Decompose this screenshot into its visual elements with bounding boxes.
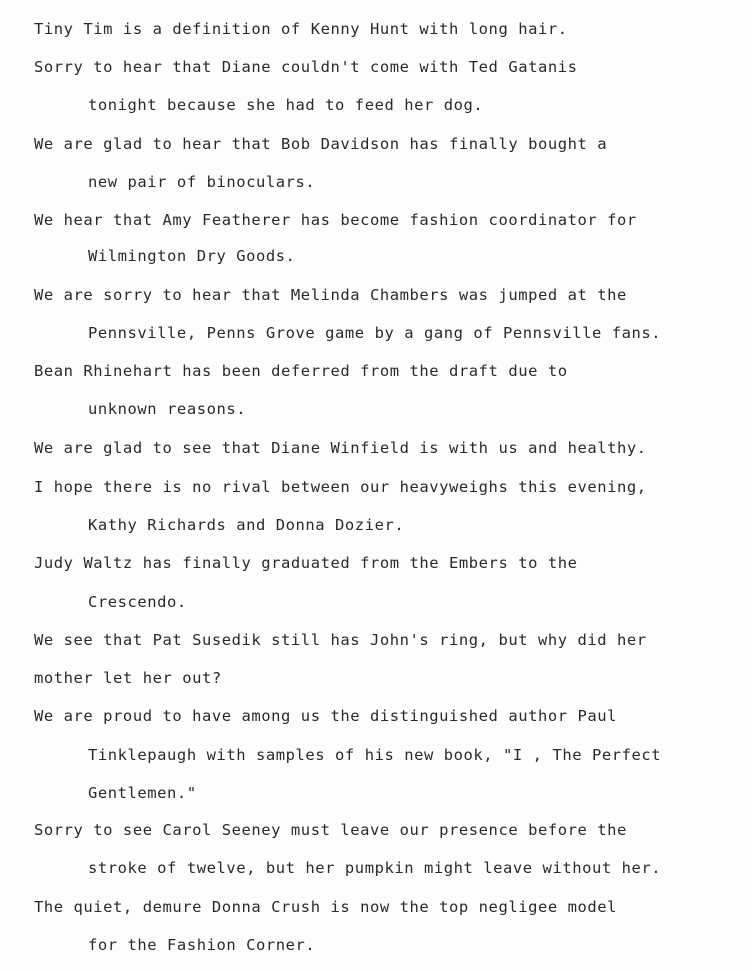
- text-line-22: Sorry to see Carol Seeney must leave our presence before the: [34, 821, 627, 839]
- text-line-5: new pair of binoculars.: [88, 173, 316, 191]
- text-line-13: I hope there is no rival between our heavyweighs this evening,: [34, 478, 647, 496]
- text-line-2: Sorry to hear that Diane couldn't come with Ted Gatanis: [34, 58, 578, 76]
- text-line-23: stroke of twelve, but her pumpkin might leave without her.: [88, 859, 662, 877]
- text-line-6: We hear that Amy Featherer has become fashion coordinator for: [34, 211, 637, 229]
- text-line-12: We are glad to see that Diane Winfield is with us and healthy.: [34, 439, 647, 457]
- text-line-18: mother let her out?: [34, 669, 222, 687]
- text-line-9: Pennsville, Penns Grove game by a gang of Pennsville fans.: [88, 324, 662, 342]
- text-line-15: Judy Waltz has finally graduated from the Embers to the: [34, 554, 578, 572]
- text-line-16: Crescendo.: [88, 593, 187, 611]
- text-line-20: Tinklepaugh with samples of his new book, "I , The Perfect: [88, 746, 662, 764]
- text-line-19: We are proud to have among us the distinguished author Paul: [34, 707, 618, 725]
- text-line-11: unknown reasons.: [88, 400, 247, 418]
- text-line-10: Bean Rhinehart has been deferred from the draft due to: [34, 362, 568, 380]
- text-line-3: tonight because she had to feed her dog.: [88, 96, 484, 114]
- text-line-1: Tiny Tim is a definition of Kenny Hunt with long hair.: [34, 20, 568, 38]
- text-line-7: Wilmington Dry Goods.: [88, 247, 296, 265]
- text-line-14: Kathy Richards and Donna Dozier.: [88, 516, 405, 534]
- text-line-17: We see that Pat Susedik still has John's ring, but why did her: [34, 631, 647, 649]
- text-line-4: We are glad to hear that Bob Davidson has finally bought a: [34, 135, 608, 153]
- text-line-24: The quiet, demure Donna Crush is now the top negligee model: [34, 898, 618, 916]
- text-line-21: Gentlemen.": [88, 784, 197, 802]
- text-line-8: We are sorry to hear that Melinda Chambers was jumped at the: [34, 286, 627, 304]
- text-line-25: for the Fashion Corner.: [88, 936, 316, 954]
